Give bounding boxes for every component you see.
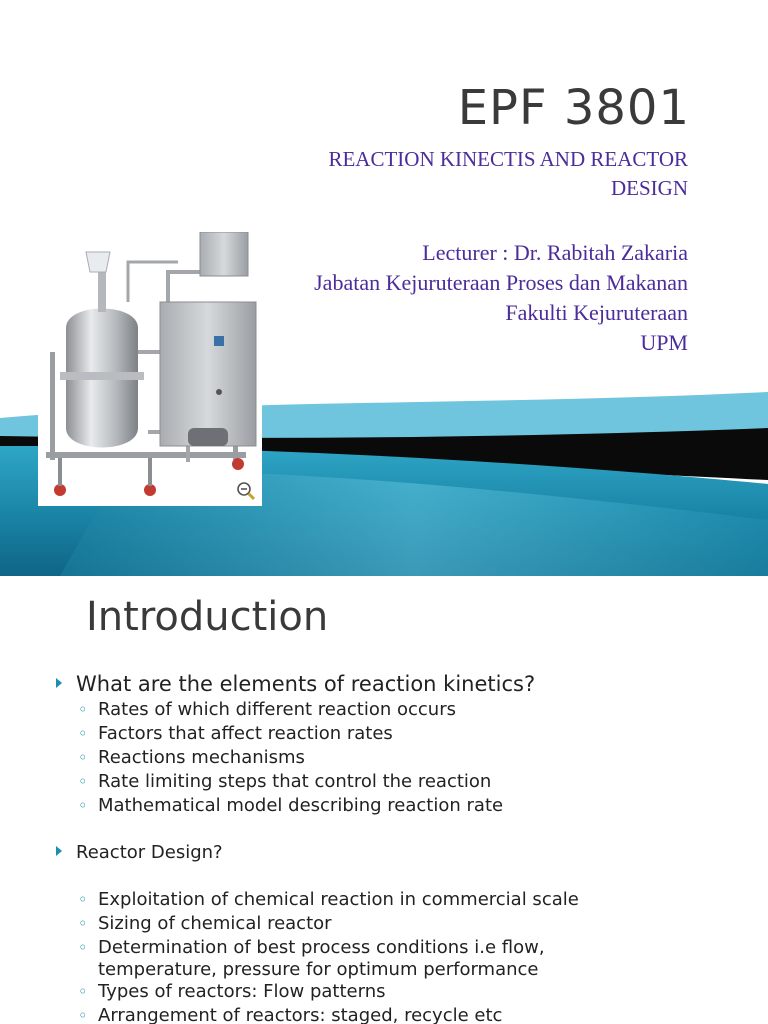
list-item [78,936,579,980]
section-heading-text: Reactor Design? [76,842,223,863]
bullet-triangle-icon [56,678,62,688]
list-item: ◦ Mathematical model describing reaction rate [78,794,503,818]
bullet-triangle-icon [56,846,62,856]
reactor-image [38,232,262,506]
list-item: ◦ Exploitation of chemical reaction in commercial scale [78,888,579,912]
reactor-design-list [78,888,579,1024]
section-heading [56,672,535,696]
course-code: EPF 3801 [457,80,690,136]
section-heading-text: What are the elements of reaction kinetics? [76,672,536,696]
section-heading [56,842,223,863]
lecturer-line: Jabatan Kejuruteraan Proses dan Makanan [314,270,688,295]
lecturer-line: UPM [640,330,688,355]
list-item-text: Determination of best process conditions i.e flow, [98,937,545,958]
zoom-icon[interactable] [236,481,256,501]
introduction-slide [0,576,768,1024]
list-item: ◦ Rates of which different reaction occurs [78,698,503,722]
list-item: ◦ Rate limiting steps that control the reaction [78,770,503,794]
list-item: ◦ Types of reactors: Flow patterns [78,980,579,1004]
list-item: ◦ Arrangement of reactors: staged, recycle etc [78,1004,579,1024]
list-item-continuation: temperature, pressure for optimum performance [98,959,539,980]
list-item: ◦ Sizing of chemical reactor [78,912,579,936]
lecturer-info [268,238,688,358]
kinetics-list [78,698,503,818]
course-title: REACTION KINECTIS AND REACTOR DESIGN [328,147,688,200]
lecturer-line: Fakulti Kejuruteraan [505,300,688,325]
slide-title: Introduction [86,594,329,640]
list-item: ◦ Factors that affect reaction rates [78,722,503,746]
list-item: ◦ Reactions mechanisms [78,746,503,770]
lecturer-line: Lecturer : Dr. Rabitah Zakaria [422,240,688,265]
